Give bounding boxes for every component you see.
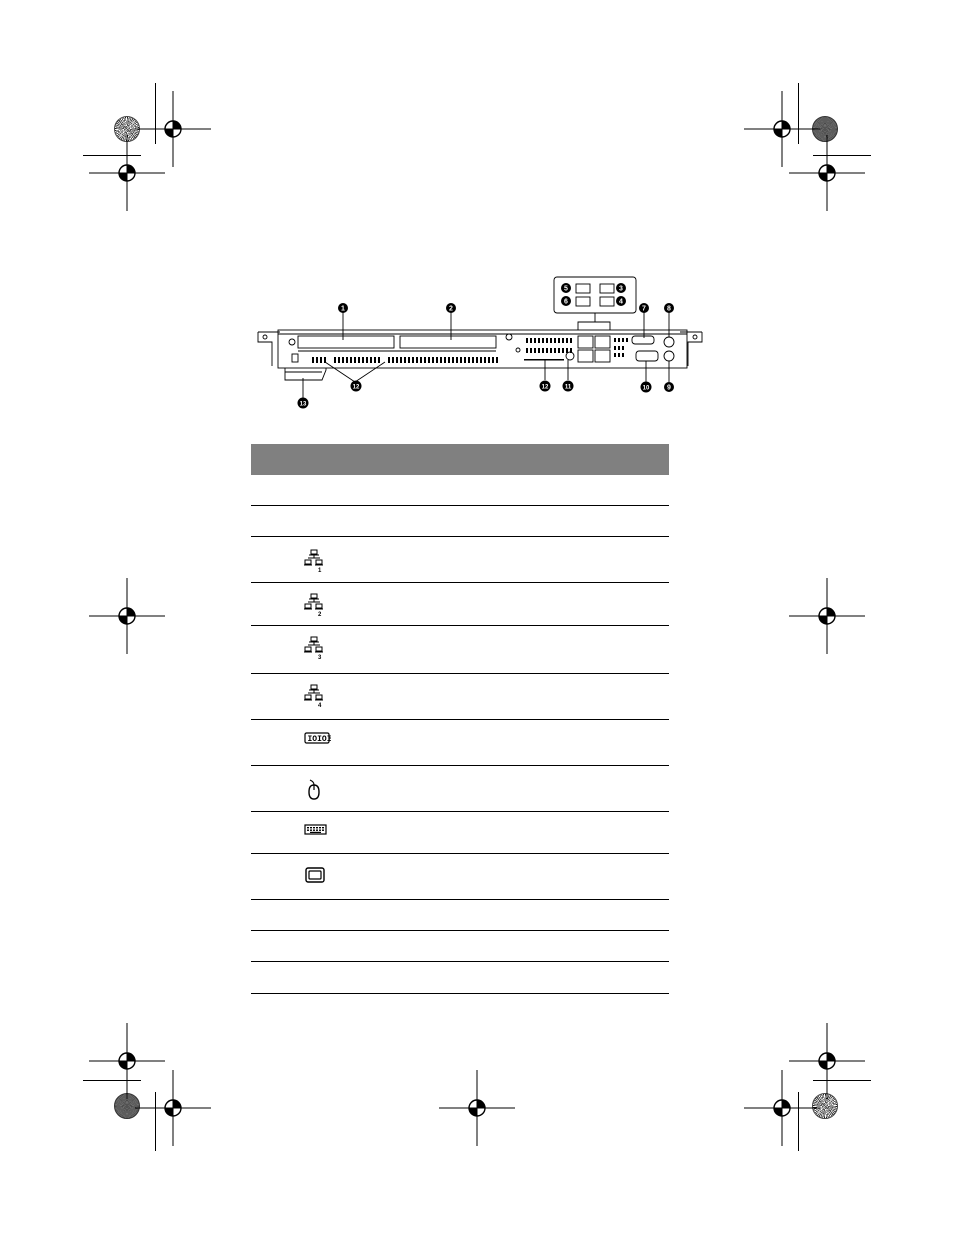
svg-text:1: 1 (318, 568, 322, 573)
callout-1 (338, 303, 348, 313)
callout-12 (540, 381, 551, 392)
callout-8 (664, 303, 674, 313)
svg-text:5: 5 (564, 285, 568, 293)
lan-1-icon (304, 549, 326, 573)
table-row (251, 900, 669, 931)
callout-7 (639, 303, 649, 313)
monitor-icon (305, 867, 325, 883)
table-row-serial (251, 720, 669, 766)
callout-4 (616, 296, 626, 306)
callout-13 (298, 398, 309, 409)
callout-2 (446, 303, 456, 313)
table-row-mouse (251, 766, 669, 812)
callout-3 (616, 283, 626, 293)
crosshair-icon (744, 1070, 820, 1146)
table-row (251, 931, 669, 962)
crosshair-icon (439, 1070, 515, 1146)
table-row (251, 962, 669, 994)
crosshair-icon (89, 578, 165, 654)
svg-text:4: 4 (318, 703, 322, 708)
svg-text:2: 2 (449, 305, 453, 313)
svg-text:8: 8 (667, 305, 671, 313)
table-row-lan-1 (251, 537, 669, 583)
keyboard-icon (304, 824, 328, 836)
svg-text:3: 3 (619, 285, 623, 293)
lan-2-icon (304, 593, 326, 617)
table-row-keyboard (251, 812, 669, 854)
serial-port-icon (304, 731, 332, 745)
crosshair-icon (789, 135, 865, 211)
crosshair-icon (135, 1070, 211, 1146)
callout-10 (641, 382, 652, 393)
table-row (251, 475, 669, 506)
svg-text:10: 10 (642, 385, 650, 392)
crosshair-icon (89, 135, 165, 211)
table-row-lan-4 (251, 674, 669, 720)
svg-text:3: 3 (318, 655, 322, 660)
rear-panel-figure (250, 270, 710, 420)
svg-text:IOIOI: IOIOI (307, 735, 332, 744)
table-row-lan-3 (251, 626, 669, 674)
svg-text:9: 9 (667, 384, 671, 392)
svg-text:4: 4 (619, 298, 623, 306)
svg-text:2: 2 (318, 612, 322, 617)
crosshair-icon (789, 578, 865, 654)
table-header (251, 444, 669, 475)
svg-text:1: 1 (341, 305, 345, 313)
rear-panel-diagram (250, 270, 710, 420)
svg-text:6: 6 (564, 298, 568, 306)
ports-table (251, 444, 669, 994)
table-row-lan-2 (251, 583, 669, 626)
svg-text:11: 11 (564, 384, 572, 391)
callout-11 (563, 381, 574, 392)
mouse-icon (307, 779, 321, 801)
svg-text:7: 7 (642, 305, 646, 313)
svg-text:13: 13 (299, 401, 307, 408)
lan-3-icon (304, 636, 326, 660)
lan-4-icon (304, 684, 326, 708)
callout-5 (561, 283, 571, 293)
table-row-monitor (251, 854, 669, 900)
svg-text:12: 12 (352, 384, 360, 391)
callout-12-bottom (351, 381, 362, 392)
svg-text:12: 12 (541, 384, 549, 391)
callout-9 (664, 382, 674, 392)
callout-6 (561, 296, 571, 306)
table-row (251, 506, 669, 537)
